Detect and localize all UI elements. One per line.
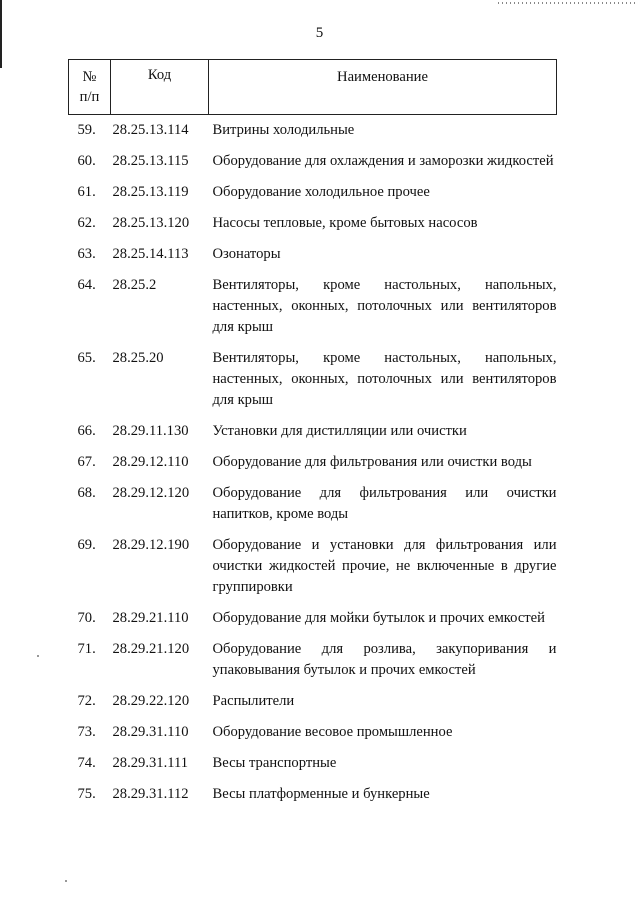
header-name: Наименование: [209, 60, 557, 115]
row-code: 28.29.22.120: [112, 693, 190, 709]
row-number: 65.: [77, 350, 96, 366]
row-number: 63.: [77, 246, 96, 262]
row-name: Оборудование холодильное прочее: [212, 184, 430, 200]
header-code: Код: [111, 60, 209, 115]
row-name: Оборудование для фильтрования или очистки напитков, кроме воды: [212, 485, 557, 522]
row-code: 28.29.11.130: [112, 423, 189, 439]
row-name: Вентиляторы, кроме настольных, напольных, настенных, оконных, потолочных или вентиляторов для крыш: [212, 350, 557, 408]
row-number: 59.: [77, 122, 96, 138]
row-number: 70.: [77, 610, 96, 626]
row-name: Весы платформенные и бункерные: [212, 786, 430, 802]
row-number: 72.: [77, 693, 96, 709]
row-code: 28.29.31.111: [112, 755, 189, 771]
row-name: Оборудование весовое промышленное: [212, 724, 453, 740]
row-name: Витрины холодильные: [212, 122, 355, 138]
row-number: 75.: [77, 786, 96, 802]
row-name: Оборудование для охлаждения и заморозки жидкостей: [212, 153, 554, 169]
table-row: [69, 115, 557, 152]
page-number: 5: [315, 25, 324, 41]
row-number: 68.: [77, 485, 96, 501]
table-row: [69, 535, 557, 608]
table-row: [69, 182, 557, 213]
row-code: 28.25.13.115: [112, 153, 189, 169]
row-name: Распылители: [212, 693, 295, 709]
row-number: 74.: [77, 755, 96, 771]
table-row: [69, 348, 557, 421]
row-number: 73.: [77, 724, 96, 740]
row-number: 67.: [77, 454, 96, 470]
row-number: 66.: [77, 423, 96, 439]
row-name: Оборудование для розлива, закупоривания и упаковывания бутылок и прочих емкостей: [212, 641, 557, 678]
table-row: [69, 753, 557, 784]
row-code: 28.25.13.119: [112, 184, 189, 200]
table-row: [69, 691, 557, 722]
row-code: 28.29.21.120: [112, 641, 190, 657]
row-name: Установки для дистилляции или очистки: [212, 423, 467, 439]
row-code: 28.29.12.110: [112, 454, 189, 470]
row-code: 28.25.14.113: [112, 246, 189, 262]
row-code: 28.29.21.110: [112, 610, 189, 626]
row-number: 64.: [77, 277, 96, 293]
row-number: 69.: [77, 537, 96, 553]
row-name: Озонаторы: [212, 246, 281, 262]
row-code: 28.25.20: [112, 350, 164, 366]
row-name: Оборудование для фильтрования или очистки воды: [212, 454, 532, 470]
scan-speck: [37, 655, 39, 657]
row-number: 62.: [77, 215, 96, 231]
row-number: 60.: [77, 153, 96, 169]
row-name: Насосы тепловые, кроме бытовых насосов: [212, 215, 478, 231]
row-code: 28.29.12.120: [112, 485, 190, 501]
row-number: 61.: [77, 184, 96, 200]
codes-table: [68, 59, 557, 815]
row-code: 28.25.13.114: [112, 122, 189, 138]
table-row: [69, 608, 557, 639]
table-header-row: [69, 60, 557, 115]
table-row: [69, 244, 557, 275]
row-name: Вентиляторы, кроме настольных, напольных, настенных, оконных, потолочных или вентиляторов для крыш: [212, 277, 557, 335]
table-row: [69, 722, 557, 753]
row-name: Оборудование для мойки бутылок и прочих емкостей: [212, 610, 545, 626]
table-row: [69, 213, 557, 244]
table-row: [69, 483, 557, 535]
table-row: [69, 275, 557, 348]
header-number: [69, 60, 111, 115]
table-row: [69, 639, 557, 691]
row-code: 28.29.12.190: [112, 537, 190, 553]
table-row: [69, 452, 557, 483]
row-number: 71.: [77, 641, 96, 657]
table-body: [69, 115, 557, 816]
row-name: Оборудование и установки для фильтрования или очистки жидкостей прочие, не включенные в другие группировки: [212, 537, 557, 595]
row-name: Весы транспортные: [212, 755, 337, 771]
header-number-label: № п/п: [79, 69, 100, 105]
table-row: [69, 784, 557, 815]
table-row: [69, 421, 557, 452]
row-code: 28.25.13.120: [112, 215, 190, 231]
row-code: 28.29.31.110: [112, 724, 189, 740]
scan-speck: [65, 880, 67, 882]
row-code: 28.29.31.112: [112, 786, 189, 802]
table-row: [69, 151, 557, 182]
row-code: 28.25.2: [112, 277, 157, 293]
scan-corner-mark: [498, 2, 638, 4]
